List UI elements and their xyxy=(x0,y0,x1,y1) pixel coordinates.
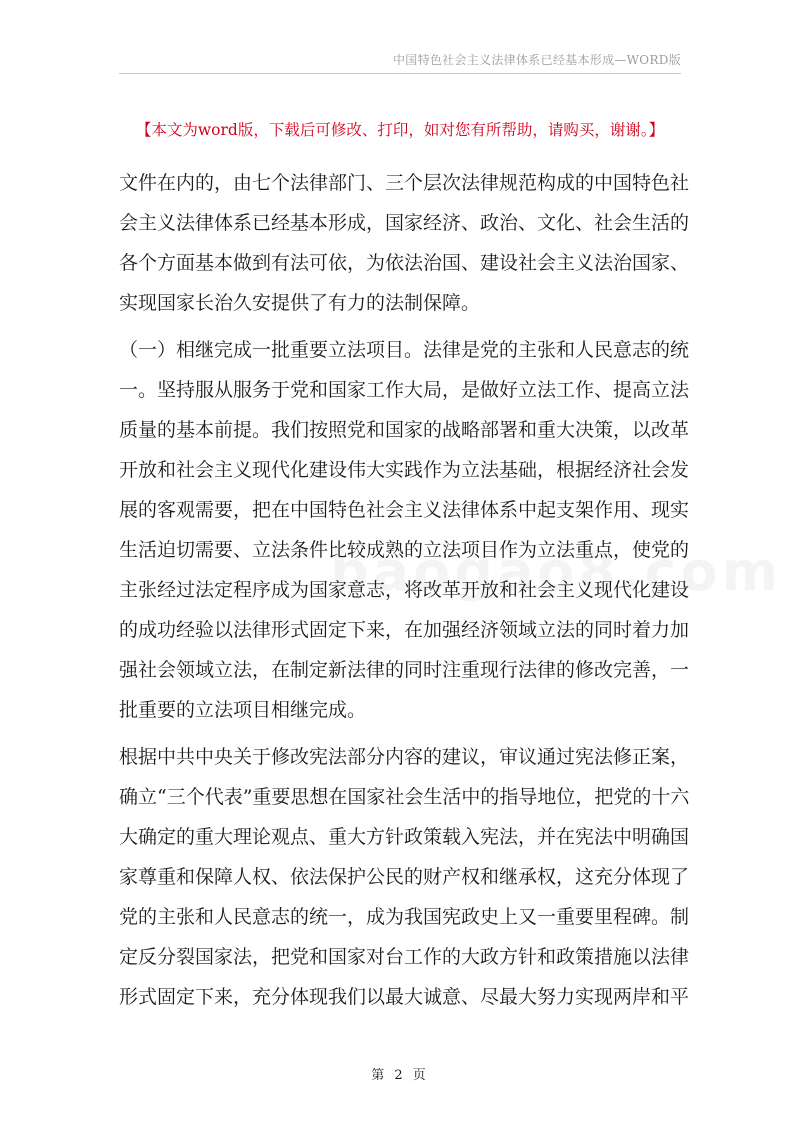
paragraph-2 xyxy=(119,330,690,730)
text-line: 根据中共中央关于修改宪法部分内容的建议，审议通过宪法修正案， xyxy=(119,746,690,768)
text-line: 大确定的重大理论观点、重大方针政策载入宪法，并在宪法中明确国 xyxy=(119,826,690,848)
header-divider xyxy=(119,73,681,74)
text-line: 展的客观需要，把在中国特色社会主义法律体系中起支架作用、现实 xyxy=(119,499,690,521)
text-line: 确立“三个代表”重要思想在国家社会生活中的指导地位，把党的十六 xyxy=(119,786,690,808)
download-notice: 【本文为word版，下载后可修改、打印，如对您有所帮助，请购买，谢谢。】 xyxy=(135,121,665,139)
text-line: 形式固定下来，充分体现我们以最大诚意、尽最大努力实现两岸和平 xyxy=(119,986,690,1008)
text-line: 文件在内的，由七个法律部门、三个层次法律规范构成的中国特色社 xyxy=(119,172,690,194)
text-line: 主张经过法定程序成为国家意志，将改革开放和社会主义现代化建设 xyxy=(119,579,690,601)
text-line: 质量的基本前提。我们按照党和国家的战略部署和重大决策，以改革 xyxy=(119,419,690,441)
text-line: 实现国家长治久安提供了有力的法制保障。 xyxy=(119,292,481,314)
text-line: 生活迫切需要、立法条件比较成熟的立法项目作为立法重点，使党的 xyxy=(119,539,690,561)
text-line: （一）相继完成一批重要立法项目。法律是党的主张和人民意志的统 xyxy=(119,339,690,361)
paragraph-3 xyxy=(119,737,690,1017)
text-line: 强社会领域立法，在制定新法律的同时注重现行法律的修改完善，一 xyxy=(119,659,690,681)
paragraph-1 xyxy=(119,163,690,323)
text-line: 的成功经验以法律形式固定下来，在加强经济领域立法的同时着力加 xyxy=(119,619,690,641)
text-line: 定反分裂国家法，把党和国家对台工作的大政方针和政策措施以法律 xyxy=(119,946,690,968)
text-line: 党的主张和人民意志的统一，成为我国宪政史上又一重要里程碑。制 xyxy=(119,906,690,928)
text-line: 家尊重和保障人权、依法保护公民的财产权和继承权，这充分体现了 xyxy=(119,866,690,888)
document-body xyxy=(119,163,690,1017)
text-line: 开放和社会主义现代化建设伟大实践作为立法基础，根据经济社会发 xyxy=(119,459,690,481)
page-number: 第 2 页 xyxy=(371,1068,429,1083)
page-header-title: 中国特色社会主义法律体系已经基本形成—WORD版 xyxy=(392,53,681,67)
text-line: 批重要的立法项目相继完成。 xyxy=(119,699,367,721)
text-line: 各个方面基本做到有法可依，为依法治国、建设社会主义法治国家、 xyxy=(119,252,690,274)
text-line: 会主义法律体系已经基本形成，国家经济、政治、文化、社会生活的 xyxy=(119,212,690,234)
text-line: 一。坚持服从服务于党和国家工作大局，是做好立法工作、提高立法 xyxy=(119,379,690,401)
